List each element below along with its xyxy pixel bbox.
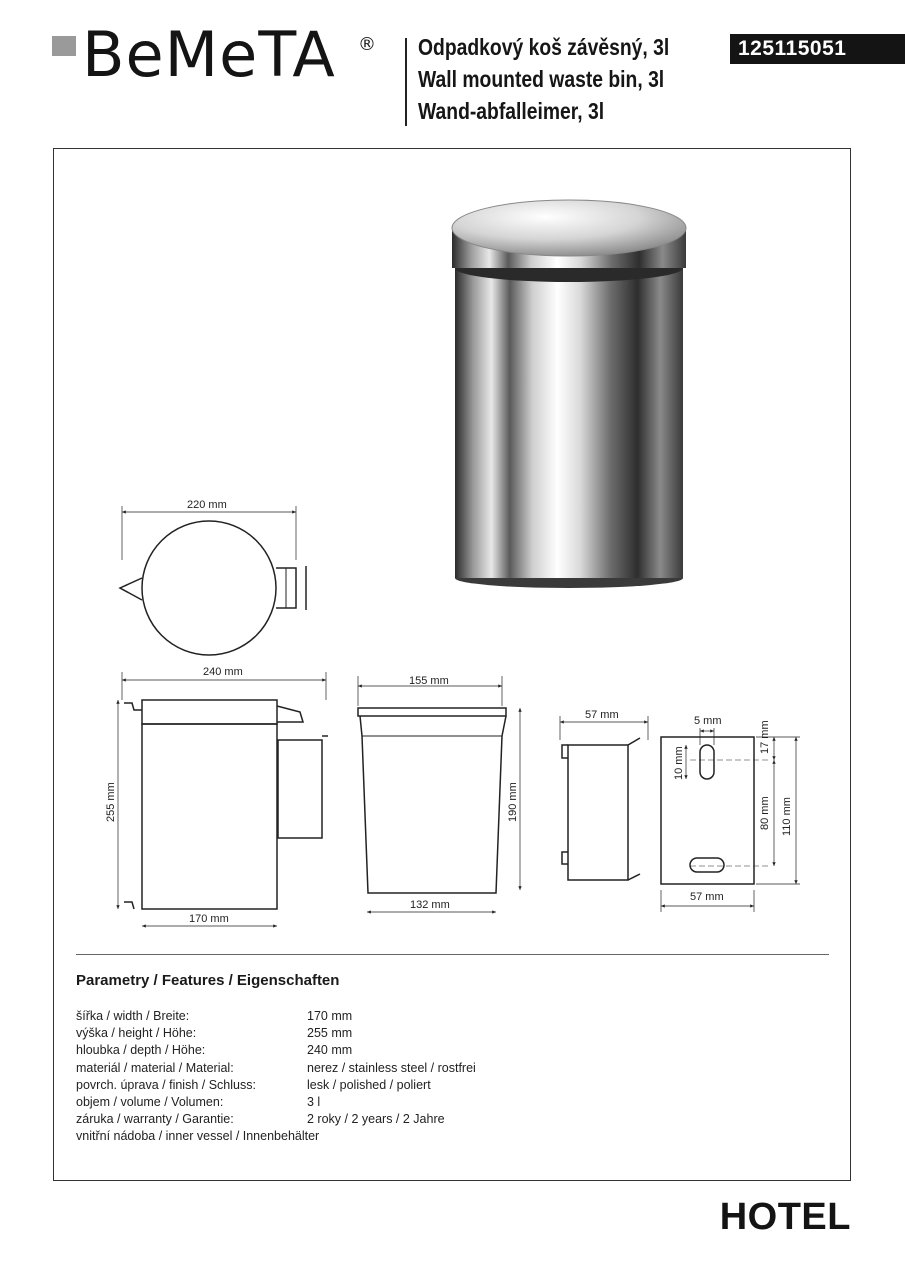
title-cz: Odpadkový koš závěsný, 3l [418, 34, 670, 60]
feature-row [76, 1111, 476, 1128]
feature-row [76, 1094, 476, 1111]
dim-side-height: 255 mm [105, 782, 117, 822]
hotel-label: HOTEL [719, 1196, 851, 1238]
feature-row [76, 1077, 476, 1094]
feature-row [76, 1008, 476, 1025]
feature-value: 255 mm [307, 1026, 353, 1041]
product-code: 125115051 [730, 34, 905, 64]
feature-value: 2 roky / 2 years / 2 Jahre [307, 1112, 445, 1127]
title-en: Wall mounted waste bin, 3l [418, 66, 665, 92]
top-view [120, 506, 306, 655]
feature-row [76, 1025, 476, 1042]
dim-plate-slot-width: 5 mm [694, 715, 722, 727]
feature-label: záruka / warranty / Garantie: [76, 1112, 234, 1127]
product-photo [452, 200, 686, 588]
dim-inner-top: 155 mm [409, 675, 449, 687]
dim-top-width: 220 mm [187, 499, 227, 511]
feature-row [76, 1042, 476, 1059]
feature-label: povrch. úprava / finish / Schluss: [76, 1077, 256, 1092]
title-de: Wand-abfalleimer, 3l [418, 98, 605, 124]
bracket-side-view [560, 716, 648, 880]
feature-label: vnitřní nádoba / inner vessel / Innenbehälter [76, 1129, 320, 1144]
features-heading: Parametry / Features / Eigenschaften [76, 972, 340, 989]
feature-label: výška / height / Höhe: [76, 1026, 197, 1041]
dim-plate-top-offset: 17 mm [759, 720, 771, 754]
dim-plate-slot-height: 10 mm [673, 746, 685, 780]
features-table [76, 1008, 476, 1146]
feature-row [76, 1060, 476, 1077]
feature-label: šířka / width / Breite: [76, 1009, 190, 1023]
registered-mark: ® [358, 34, 376, 55]
feature-value: lesk / polished / poliert [307, 1077, 431, 1092]
feature-value: 240 mm [307, 1043, 353, 1058]
dim-plate-height: 110 mm [781, 797, 793, 836]
dim-inner-height: 190 mm [507, 782, 519, 822]
feature-label: materiál / material / Material: [76, 1060, 234, 1075]
dim-plate-width: 57 mm [690, 891, 724, 903]
dim-bracket-depth: 57 mm [585, 709, 619, 721]
dim-plate-hole-spacing: 80 mm [759, 796, 771, 830]
dim-inner-bottom: 132 mm [410, 899, 450, 911]
feature-value: 170 mm [307, 1009, 353, 1023]
feature-row [76, 1128, 476, 1145]
feature-label: hloubka / depth / Höhe: [76, 1043, 206, 1058]
features-divider [76, 954, 829, 955]
inner-vessel-view [358, 676, 520, 912]
feature-label: objem / volume / Volumen: [76, 1094, 224, 1109]
feature-value: 3 l [307, 1094, 321, 1109]
dim-side-width: 170 mm [189, 913, 229, 925]
dim-side-depth: 240 mm [203, 666, 243, 678]
side-view [118, 672, 328, 926]
brand-logo: BeMeTA [82, 18, 336, 91]
feature-value: nerez / stainless steel / rostfrei [307, 1060, 476, 1075]
